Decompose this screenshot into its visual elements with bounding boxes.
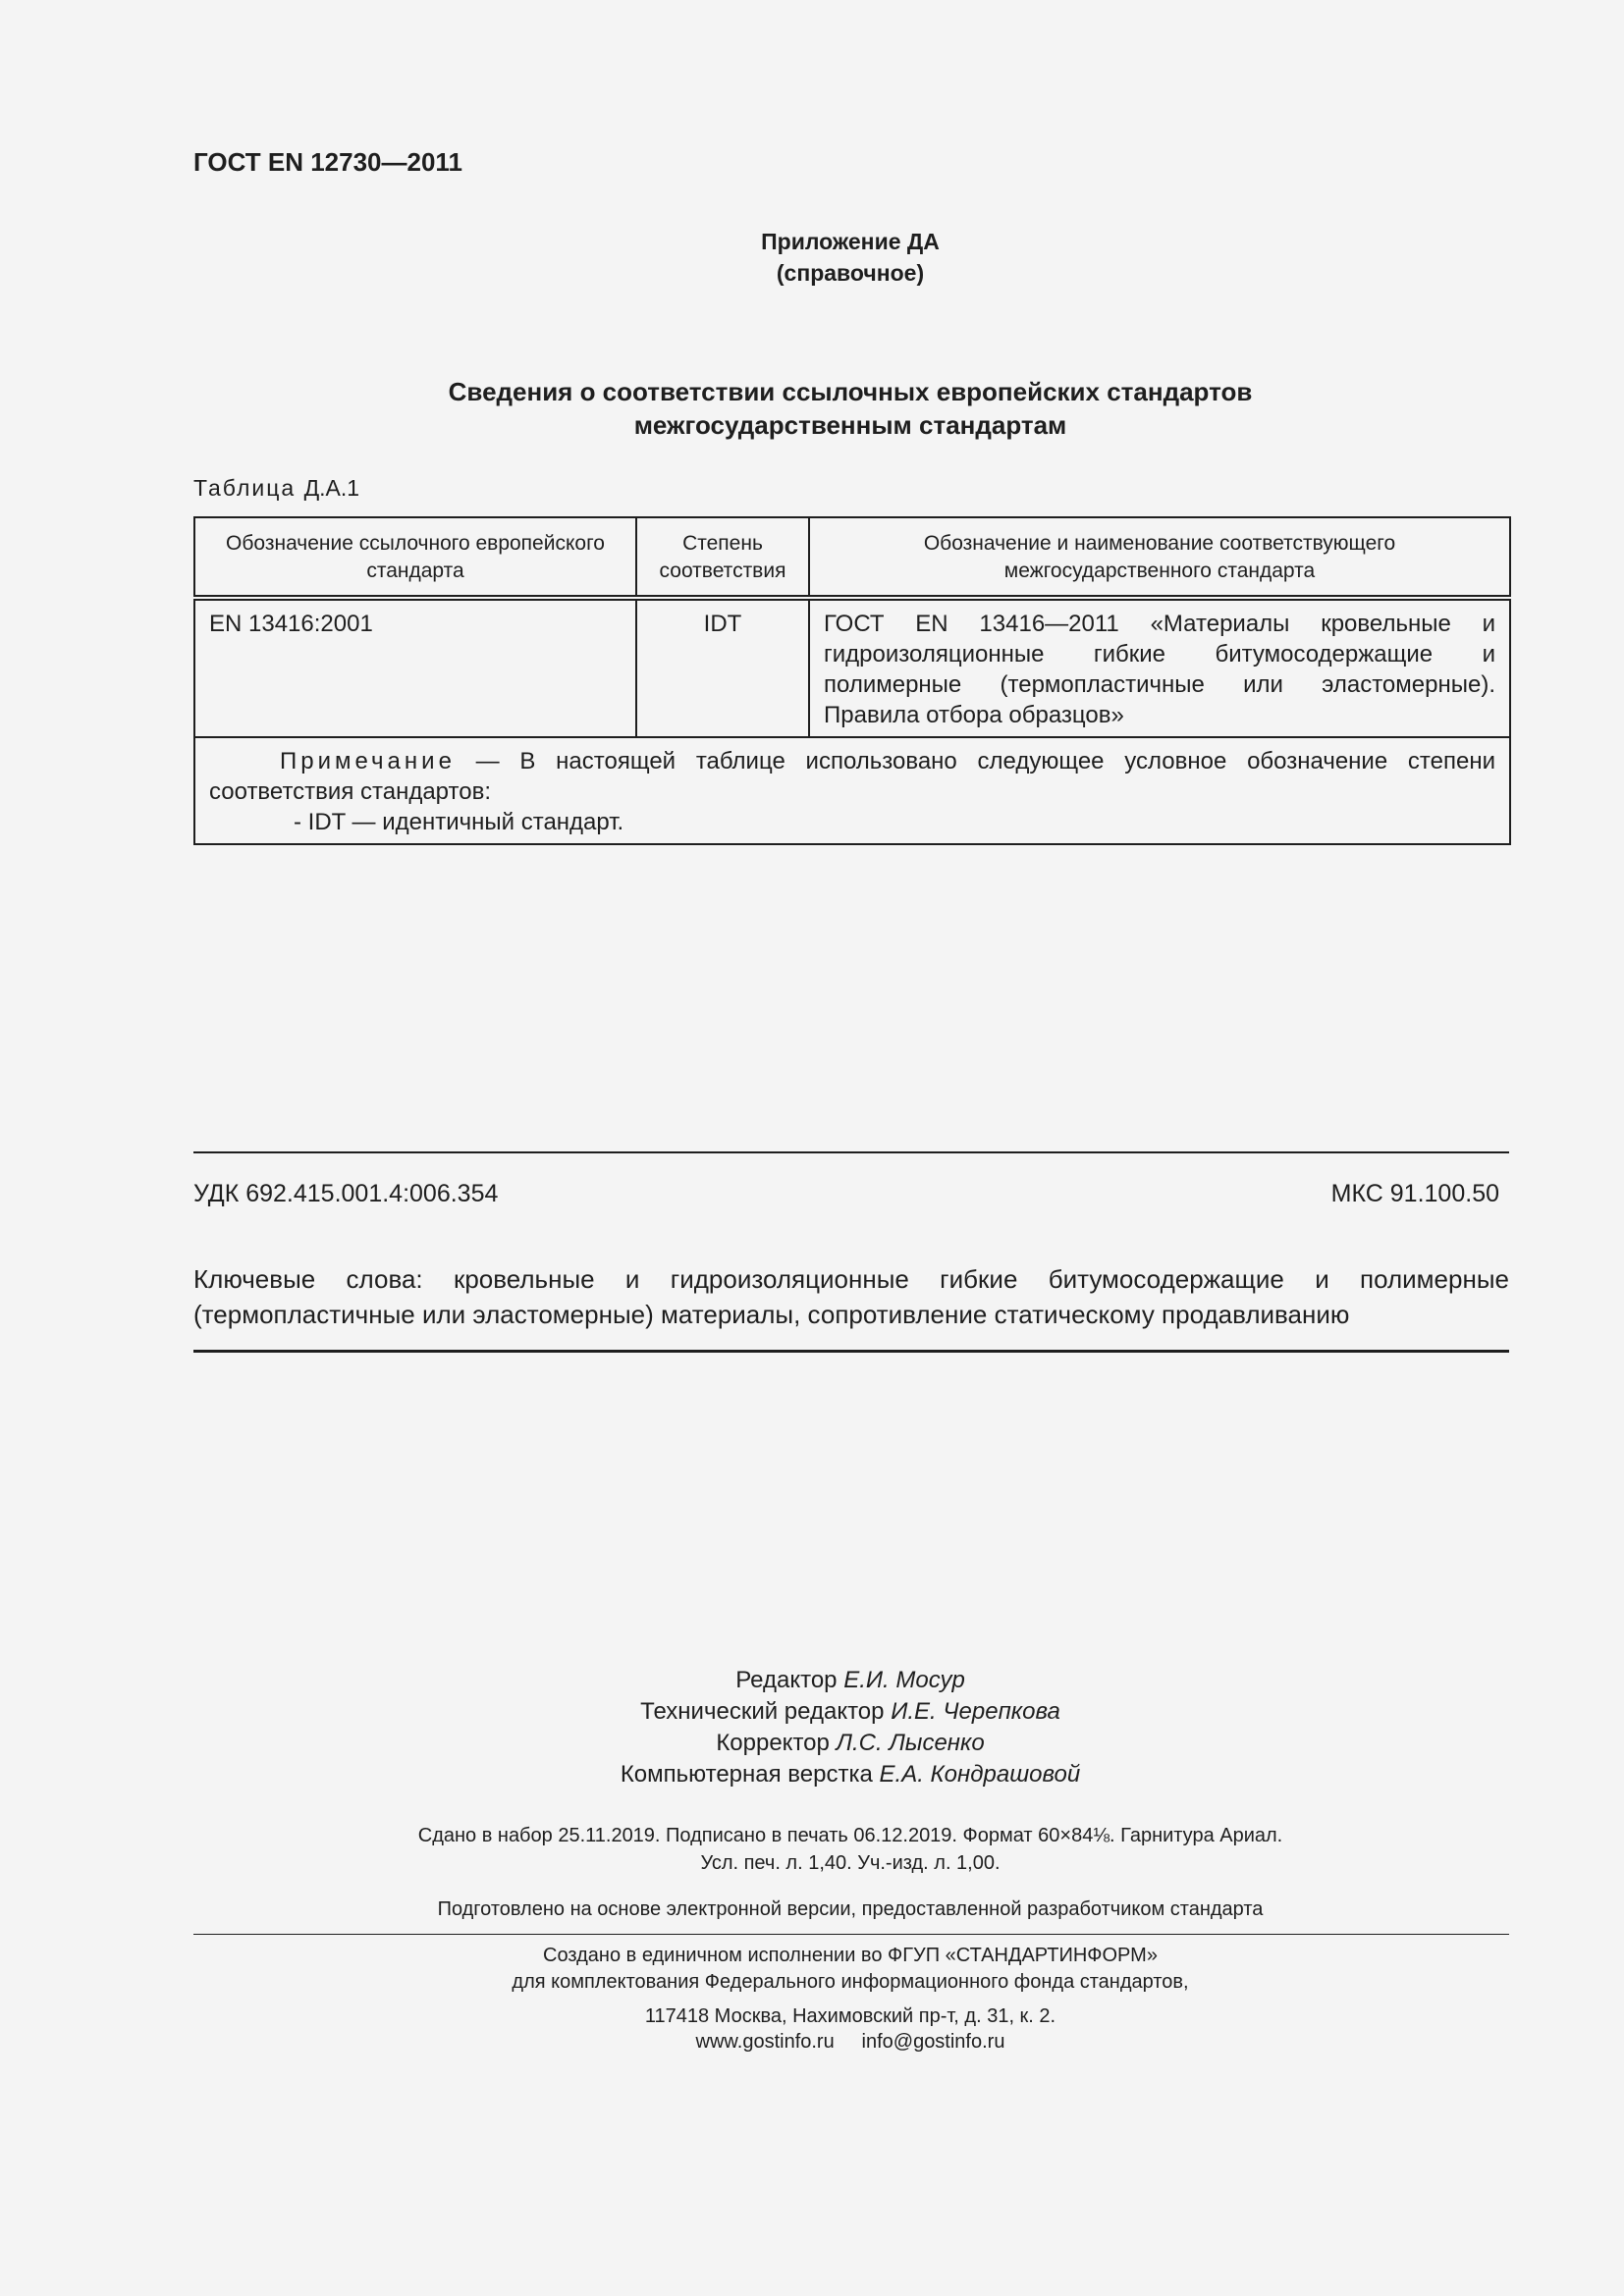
table-note <box>194 737 1510 844</box>
credit-corrector-name: Л.С. Лысенко <box>836 1730 985 1756</box>
cell-degree: IDT <box>636 598 809 737</box>
note-item: - IDT — идентичный стандарт. <box>294 809 624 835</box>
table-note-row <box>194 737 1510 844</box>
website-link[interactable]: www.gostinfo.ru <box>695 2031 835 2053</box>
mks-code: МКС 91.100.50 <box>1330 1180 1499 1207</box>
document-code: ГОСТ EN 12730—2011 <box>193 147 462 177</box>
appendix-heading-line2: межгосударственным стандартам <box>633 410 1067 440</box>
credit-tech-editor <box>0 1696 1624 1728</box>
table-label-word: Таблица <box>193 475 297 501</box>
credit-layout-name: Е.А. Кондрашовой <box>879 1761 1081 1788</box>
credit-editor <box>0 1665 1624 1696</box>
credit-tech-editor-role: Технический редактор <box>640 1698 885 1725</box>
credit-tech-editor-name: И.Е. Черепкова <box>891 1698 1060 1725</box>
divider-imprint <box>193 1934 1509 1935</box>
udk-code: УДК 692.415.001.4:006.354 <box>193 1180 499 1207</box>
credit-layout <box>0 1759 1624 1790</box>
appendix-heading-line1: Сведения о соответствии ссылочных европейских стандартов <box>448 377 1253 406</box>
cell-interstate: ГОСТ EN 13416—2011 «Материалы кровельные и гидроизоляционные гибкие битумосодержащие и полимерные (термопластичные или эластомерные). Правила отбора образцов» <box>809 598 1510 737</box>
divider-keywords <box>193 1350 1509 1353</box>
appendix-title: Приложение ДА <box>761 229 940 254</box>
table-row <box>194 598 1510 737</box>
correspondence-table <box>193 516 1511 845</box>
note-paragraph <box>209 746 1495 807</box>
keywords: Ключевые слова: кровельные и гидроизоляционные гибкие битумосодержащие и полимерные (термопластичные или эластомерные) материалы, сопротивление статическому продавливанию <box>193 1264 1509 1329</box>
credits-block <box>0 1665 1624 1790</box>
imprint-contacts <box>0 2028 1624 2056</box>
column-header-reference: Обозначение ссылочного европейского стандарта <box>194 517 636 598</box>
imprint-prepared: Подготовлено на основе электронной версии, предоставленной разработчиком стандарта <box>437 1898 1264 1920</box>
column-header-interstate: Обозначение и наименование соответствующего межгосударственного стандарта <box>809 517 1510 598</box>
imprint-line2: Усл. печ. л. 1,40. Уч.-изд. л. 1,00. <box>700 1852 1001 1874</box>
credit-layout-role: Компьютерная верстка <box>620 1761 873 1788</box>
table-label-number: Д.А.1 <box>303 475 360 501</box>
credit-editor-name: Е.И. Мосур <box>843 1667 965 1693</box>
appendix-subtitle: (справочное) <box>776 260 925 286</box>
credit-corrector <box>0 1728 1624 1759</box>
table-header-row <box>194 517 1510 598</box>
imprint-created2: для комплектования Федерального информационного фонда стандартов, <box>512 1971 1189 1993</box>
email-link[interactable]: info@gostinfo.ru <box>861 2031 1005 2053</box>
table-label <box>193 475 359 502</box>
column-header-degree: Степень соответствия <box>636 517 809 598</box>
imprint-created1: Создано в единичном исполнении во ФГУП «СТАНДАРТИНФОРМ» <box>543 1945 1158 1966</box>
divider-top <box>193 1151 1509 1153</box>
imprint-line1: Сдано в набор 25.11.2019. Подписано в печать 06.12.2019. Формат 60×84⅛. Гарнитура Ариал. <box>417 1825 1283 1846</box>
note-label: Примечание <box>280 748 456 774</box>
note-text: — В настоящей таблице использовано следующее условное обозначение степени соответствия стандартов: <box>209 748 1495 805</box>
credit-editor-role: Редактор <box>735 1667 838 1693</box>
imprint-address: 117418 Москва, Нахимовский пр-т, д. 31, к. 2. <box>644 2005 1056 2027</box>
credit-corrector-role: Корректор <box>716 1730 830 1756</box>
cell-reference: EN 13416:2001 <box>194 598 636 737</box>
